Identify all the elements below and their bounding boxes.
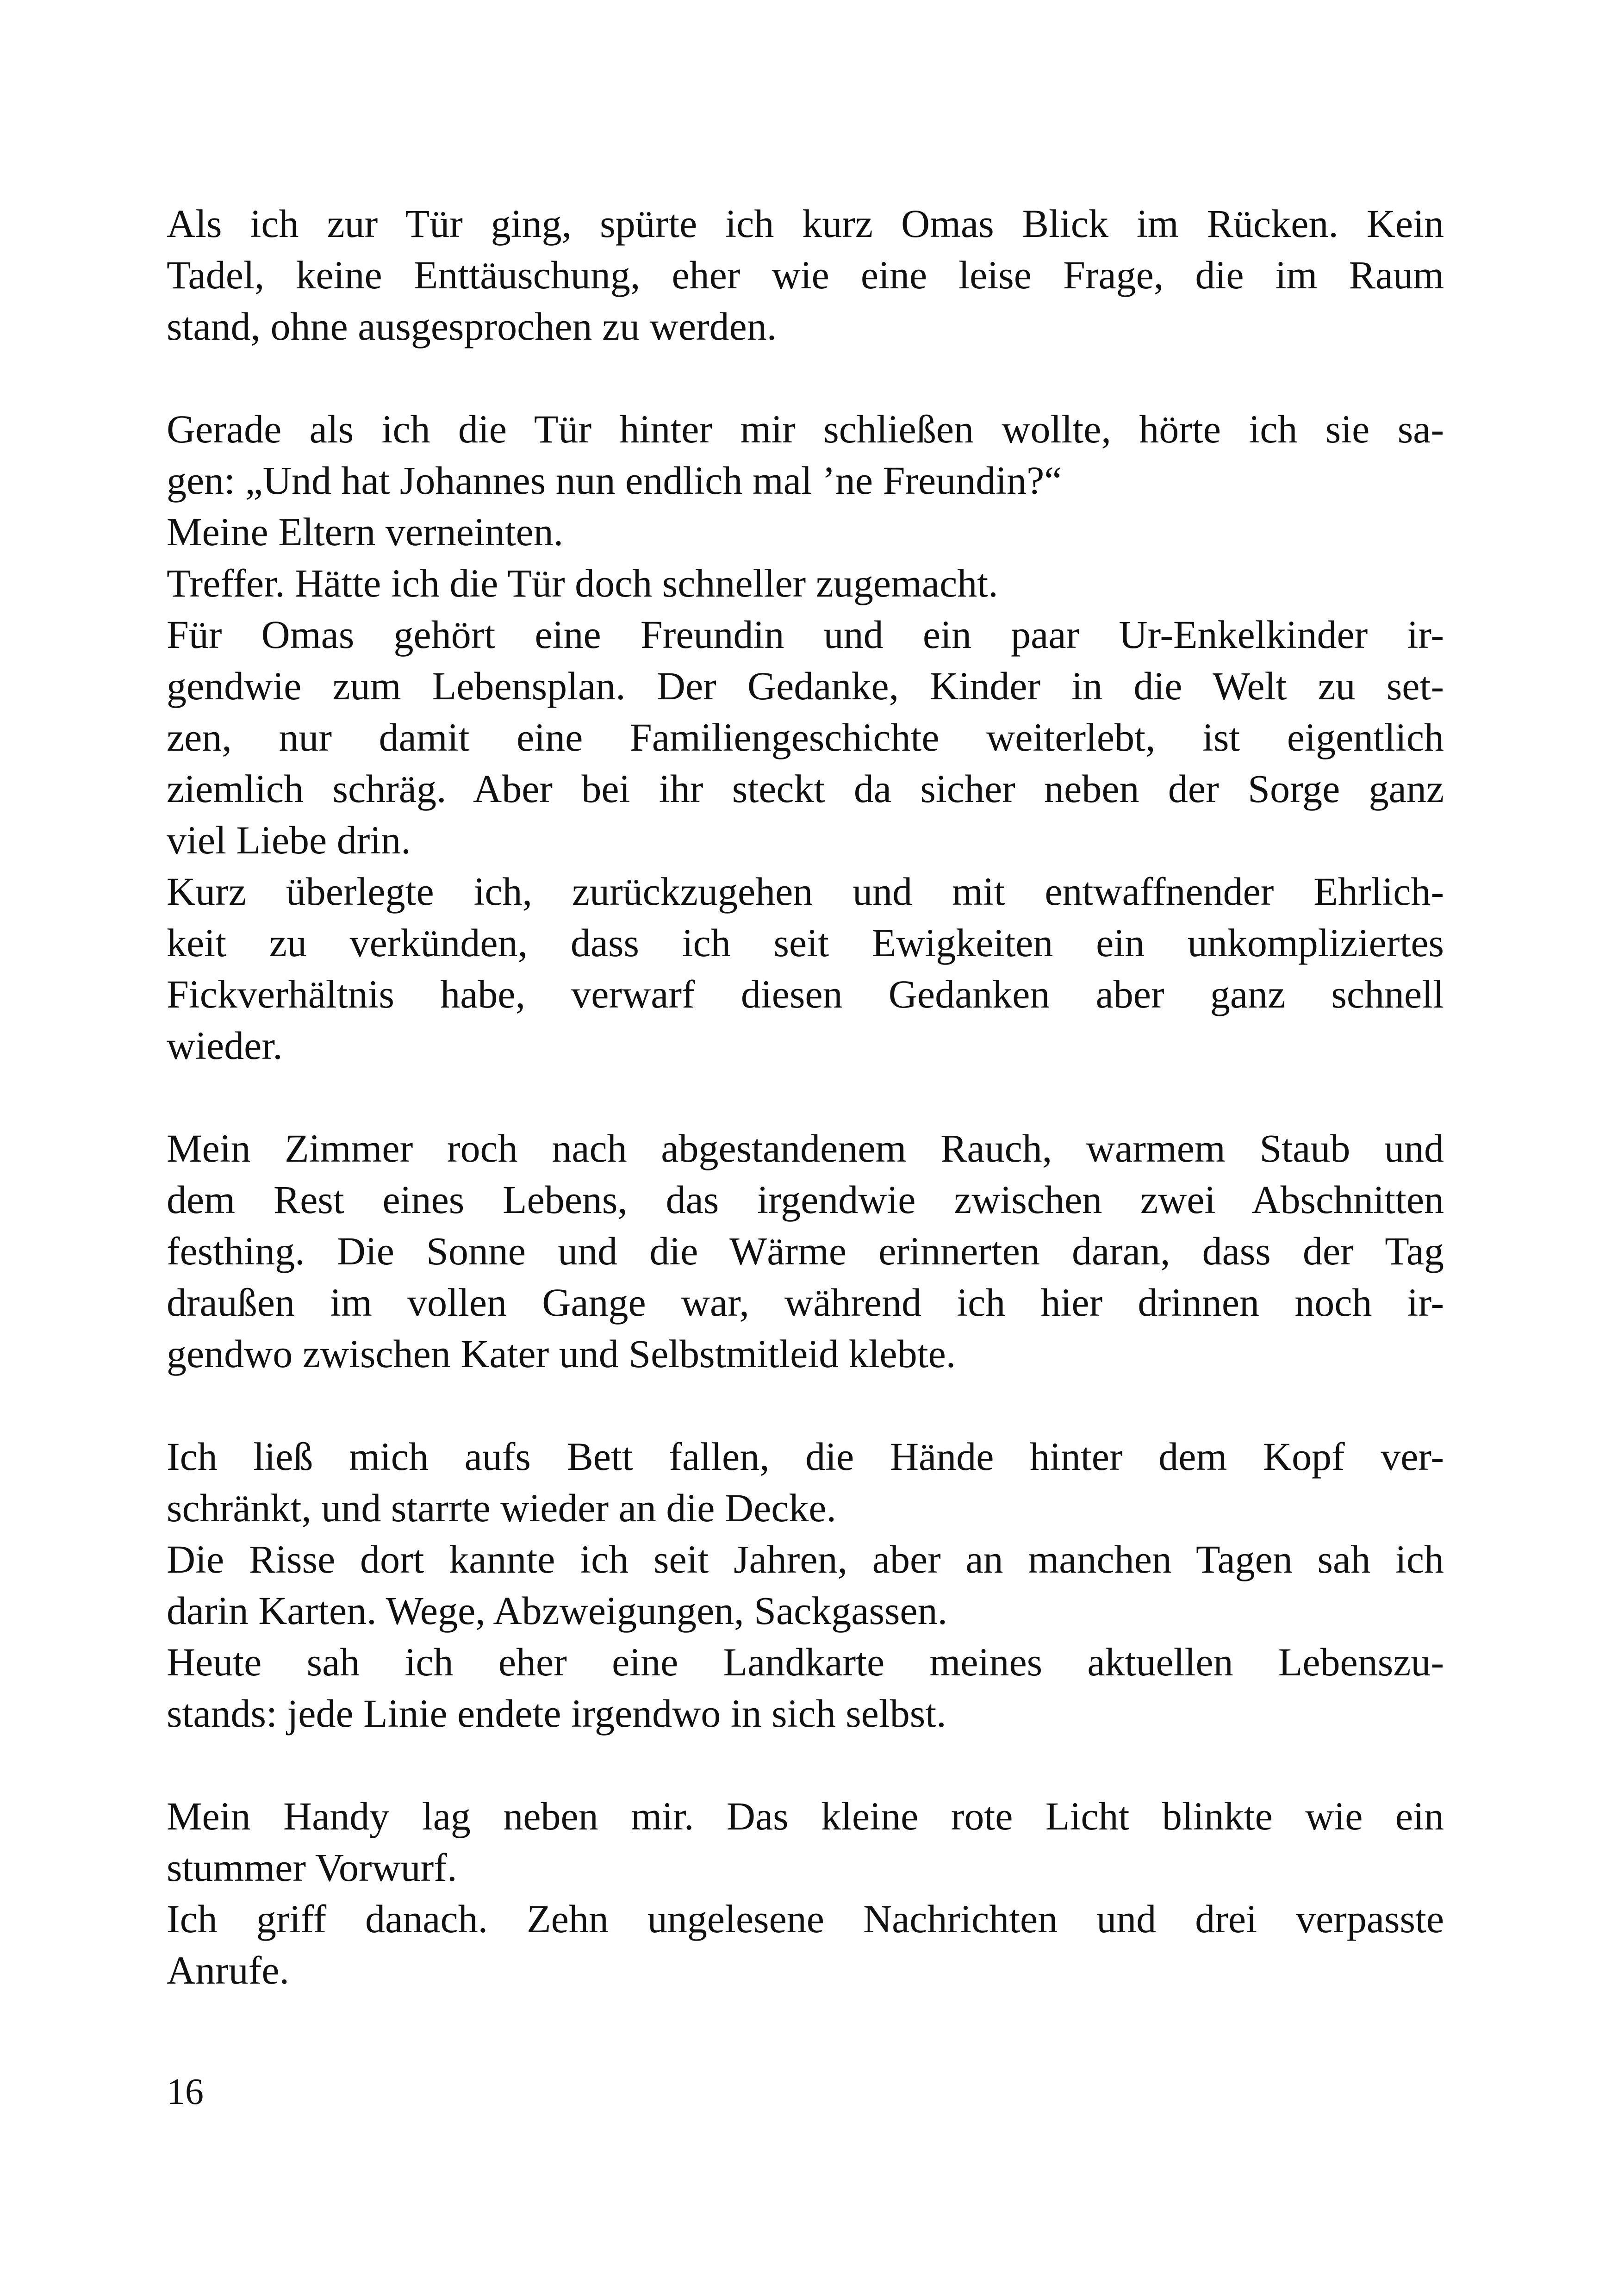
text-line: Treffer. Hätte ich die Tür doch schneller zugemacht. (167, 561, 998, 605)
text-line: draußen im vollen Gange war, während ich hier drinnen noch ir- (167, 1280, 1444, 1325)
text-line: darin Karten. Wege, Abzweigungen, Sackgassen. (167, 1588, 948, 1633)
text-line: gendwie zum Lebensplan. Der Gedanke, Kinder in die Welt zu set- (167, 664, 1444, 708)
text-line: schränkt, und starrte wieder an die Decke. (167, 1486, 837, 1530)
text-line: Fickverhältnis habe, verwarf diesen Gedanken aber ganz schnell (167, 972, 1444, 1016)
text-line: gen: „Und hat Johannes nun endlich mal ’ne Freundin?“ (167, 458, 1062, 503)
page-body-text (167, 198, 1444, 1996)
text-line: viel Liebe drin. (167, 818, 411, 862)
text-line: gendwo zwischen Kater und Selbstmitleid klebte. (167, 1332, 956, 1376)
text-line: Gerade als ich die Tür hinter mir schließen wollte, hörte ich sie sa- (167, 407, 1444, 451)
text-line: Mein Zimmer roch nach abgestandenem Rauch, warmem Staub und (167, 1126, 1444, 1170)
paragraph-spacer (167, 1071, 1444, 1123)
paragraph-spacer (167, 1739, 1444, 1791)
text-line: ziemlich schräg. Aber bei ihr steckt da sicher neben der Sorge ganz (167, 766, 1444, 811)
text-line: zen, nur damit eine Familiengeschichte weiterlebt, ist eigentlich (167, 715, 1444, 759)
text-line: Anrufe. (167, 1948, 290, 1992)
paragraph-spacer (167, 1380, 1444, 1431)
text-line: Die Risse dort kannte ich seit Jahren, aber an manchen Tagen sah ich (167, 1537, 1444, 1581)
text-line: stands: jede Linie endete irgendwo in sich selbst. (167, 1691, 946, 1736)
text-line: Ich griff danach. Zehn ungelesene Nachrichten und drei verpasste (167, 1897, 1444, 1941)
text-line: dem Rest eines Lebens, das irgendwie zwischen zwei Abschnitten (167, 1177, 1444, 1222)
text-line: stand, ohne ausgesprochen zu werden. (167, 304, 777, 348)
paragraph-spacer (167, 352, 1444, 404)
text-line: Ich ließ mich aufs Bett fallen, die Hände hinter dem Kopf ver- (167, 1434, 1444, 1479)
page-number: 16 (167, 2072, 204, 2112)
text-line: Kurz überlegte ich, zurückzugehen und mit entwaffnender Ehrlich- (167, 869, 1444, 914)
text-line: Meine Eltern verneinten. (167, 510, 564, 554)
text-line: stummer Vorwurf. (167, 1845, 457, 1890)
text-line: Heute sah ich eher eine Landkarte meines aktuellen Lebenszu- (167, 1640, 1444, 1684)
text-line: Als ich zur Tür ging, spürte ich kurz Omas Blick im Rücken. Kein (167, 201, 1444, 246)
text-line: wieder. (167, 1023, 283, 1068)
text-line: Mein Handy lag neben mir. Das kleine rote Licht blinkte wie ein (167, 1794, 1444, 1838)
text-line: Für Omas gehört eine Freundin und ein paar Ur-Enkelkinder ir- (167, 612, 1444, 657)
text-line: festhing. Die Sonne und die Wärme erinnerten daran, dass der Tag (167, 1229, 1444, 1273)
text-line: keit zu verkünden, dass ich seit Ewigkeiten ein unkompliziertes (167, 921, 1444, 965)
text-line: Tadel, keine Enttäuschung, eher wie eine leise Frage, die im Raum (167, 253, 1444, 297)
